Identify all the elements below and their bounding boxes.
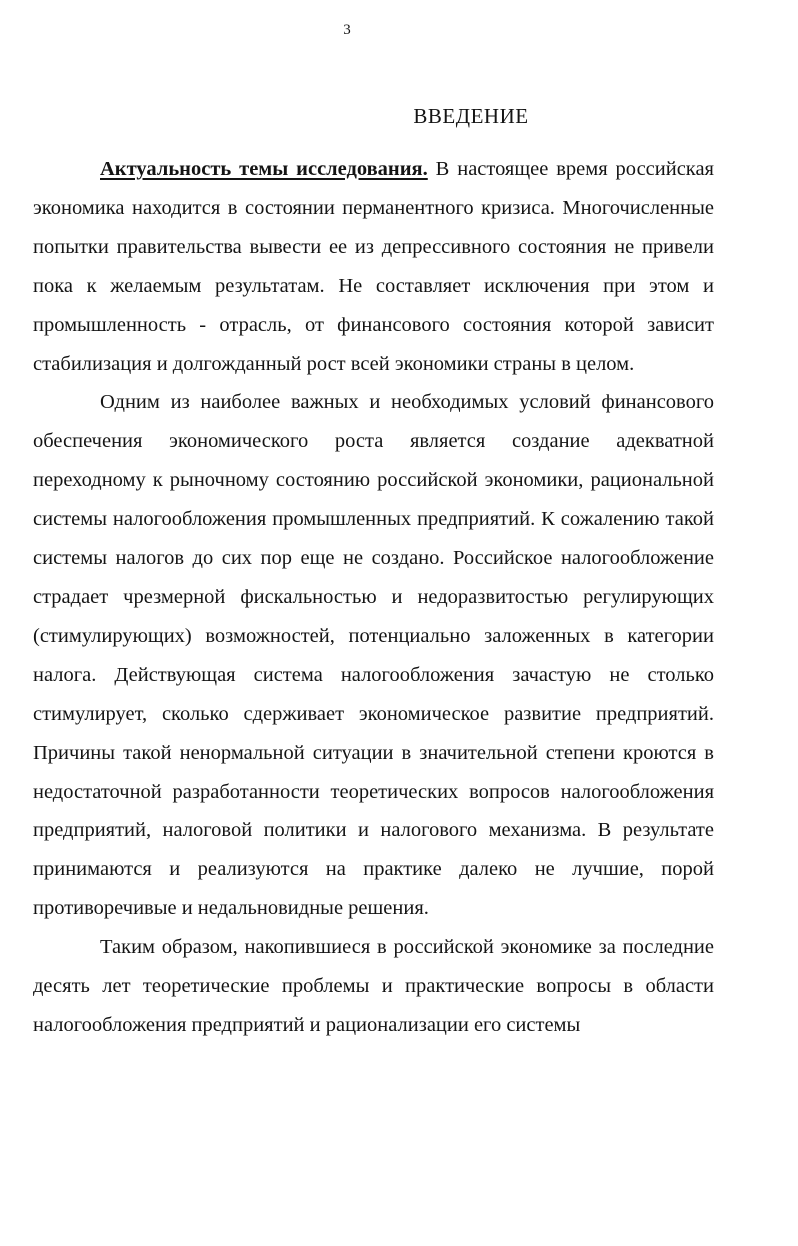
paragraph-relevance xyxy=(33,150,714,383)
paragraph-conditions xyxy=(33,383,714,928)
section-heading: ВВЕДЕНИЕ xyxy=(413,104,529,128)
paragraph-text: Одним из наиболее важных и необходимых условий финансового обеспечения экономического роста является создание адекватной переходному к рыночному состоянию российской экономики, рациональной системы налогообложения промышленных предприятий. К сожалению такой системы налогов до сих пор еще не создано. Российское налогообложение страдает чрезмерной фискальностью и недоразвитостью регулирующих (стимулирующих) возможностей, потенциально заложенных в категории налога. Действующая система налогообложения зачастую не столько стимулирует, сколько сдерживает экономическое развитие предприятий. Причины такой ненормальной ситуации в значительной степени кроются в недостаточной разработанности теоретических вопросов налогообложения предприятий, налоговой политики и налогового механизма. В результате принимаются и реализуются на практике далеко не лучшие, порой противоречивые и недальновидные решения. xyxy=(33,391,714,920)
paragraph-text: В настоящее время российская экономика находится в состоянии перманентного кризиса. Многочисленные попытки правительства вывести ее из депрессивного состояния не привели пока к желаемым результатам. Не составляет исключения при этом и промышленность - отрасль, от финансового состояния которой зависит стабилизация и долгожданный рост всей экономики страны в целом. xyxy=(33,158,714,375)
topic-label: Актуальность темы исследования. xyxy=(100,158,428,180)
body-text xyxy=(33,150,714,1045)
paragraph-conclusion xyxy=(33,928,714,1045)
page-number: 3 xyxy=(343,22,351,38)
paragraph-text: Таким образом, накопившиеся в российской экономике за последние десять лет теоретические проблемы и практические вопросы в области налогообложения предприятий и рационализации его системы xyxy=(33,936,714,1036)
